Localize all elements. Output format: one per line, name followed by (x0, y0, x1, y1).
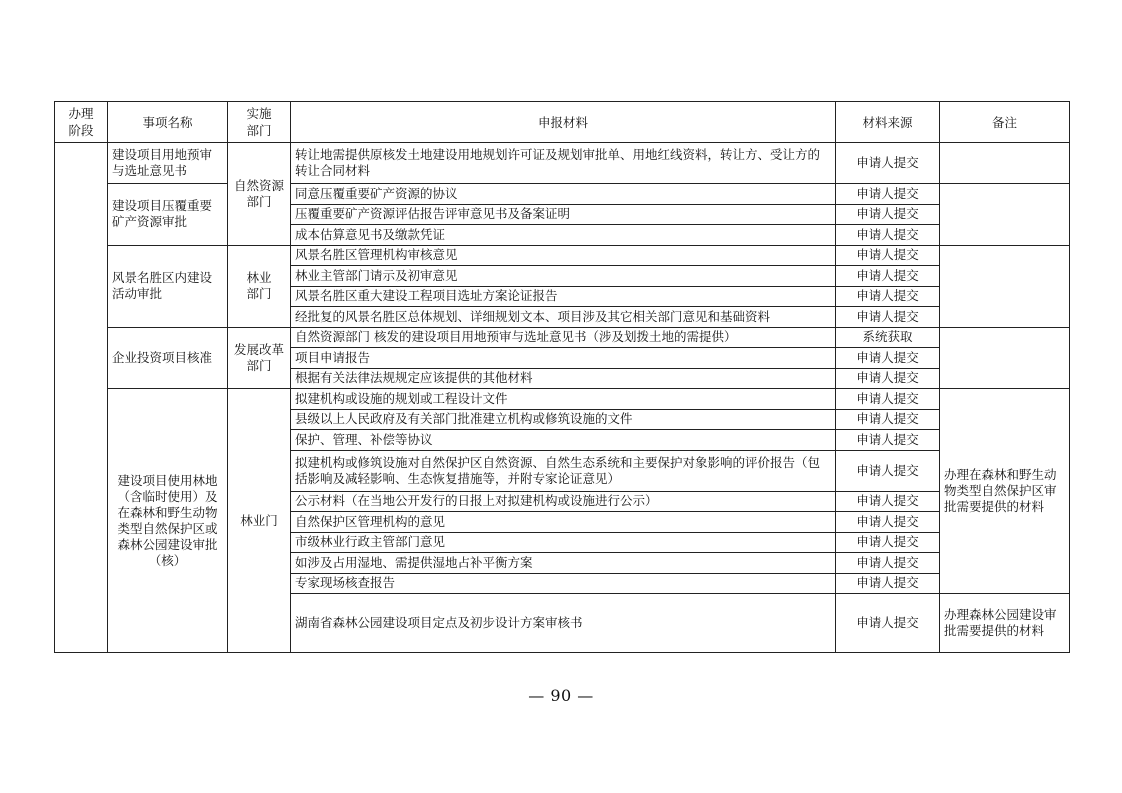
material-cell: 保护、管理、补偿等协议 (291, 430, 836, 451)
source-cell: 申请人提交 (836, 594, 940, 653)
dept-name: 发展改革部门 (228, 327, 291, 389)
material-cell: 转让地需提供原核发土地建设用地规划许可证及规划审批单、用地红线资料，转让方、受让方的转让合同材料 (291, 143, 836, 184)
source-cell: 申请人提交 (836, 573, 940, 594)
material-cell: 公示材料（在当地公开发行的日报上对拟建机构或设施进行公示） (291, 491, 836, 512)
material-cell: 风景名胜区重大建设工程项目选址方案论证报告 (291, 286, 836, 307)
remark-cell: 办理在森林和野生动物类型自然保护区审批需要提供的材料 (940, 389, 1070, 594)
remark-cell (940, 184, 1070, 246)
material-cell: 专家现场核查报告 (291, 573, 836, 594)
remark-cell: 办理森林公园建设审批需要提供的材料 (940, 594, 1070, 653)
remark-cell (940, 143, 1070, 184)
stage-cell (55, 143, 108, 653)
material-cell: 经批复的风景名胜区总体规划、详细规划文本、项目涉及其它相关部门意见和基础资料 (291, 307, 836, 328)
remark-cell (940, 327, 1070, 389)
material-cell: 自然保护区管理机构的意见 (291, 512, 836, 533)
source-cell: 申请人提交 (836, 184, 940, 205)
source-cell: 申请人提交 (836, 348, 940, 369)
materials-table (54, 101, 1070, 653)
table-row (55, 245, 1070, 266)
source-cell: 申请人提交 (836, 368, 940, 389)
table-row (55, 389, 1070, 410)
table-row (55, 327, 1070, 348)
source-cell: 申请人提交 (836, 532, 940, 553)
source-cell: 申请人提交 (836, 553, 940, 574)
remark-cell (940, 245, 1070, 327)
table-row (55, 143, 1070, 184)
source-cell: 申请人提交 (836, 143, 940, 184)
source-cell: 申请人提交 (836, 307, 940, 328)
source-cell: 系统获取 (836, 327, 940, 348)
material-cell: 风景名胜区管理机构审核意见 (291, 245, 836, 266)
source-cell: 申请人提交 (836, 450, 940, 491)
material-cell: 林业主管部门请示及初审意见 (291, 266, 836, 287)
page-number: — 90 — (528, 686, 594, 705)
dept-name: 自然资源部门 (228, 143, 291, 246)
material-cell: 成本估算意见书及缴款凭证 (291, 225, 836, 246)
source-cell: 申请人提交 (836, 225, 940, 246)
material-cell: 如涉及占用湿地、需提供湿地占补平衡方案 (291, 553, 836, 574)
material-cell: 县级以上人民政府及有关部门批准建立机构或修筑设施的文件 (291, 409, 836, 430)
header-remark: 备注 (940, 102, 1070, 143)
material-cell: 拟建机构或修筑设施对自然保护区自然资源、自然生态系统和主要保护对象影响的评价报告（包括影响及减轻影响、生态恢复措施等，并附专家论证意见） (291, 450, 836, 491)
header-material: 申报材料 (291, 102, 836, 143)
dept-name: 林业门 (228, 389, 291, 653)
material-cell: 压覆重要矿产资源评估报告评审意见书及备案证明 (291, 204, 836, 225)
header-item: 事项名称 (108, 102, 228, 143)
item-name: 企业投资项目核准 (108, 327, 228, 389)
material-cell: 市级林业行政主管部门意见 (291, 532, 836, 553)
header-source: 材料来源 (836, 102, 940, 143)
table-row (55, 184, 1070, 205)
header-row (55, 102, 1070, 143)
material-cell: 自然资源部门 核发的建设项目用地预审与选址意见书（涉及划拨土地的需提供） (291, 327, 836, 348)
dept-name: 林业 部门 (228, 245, 291, 327)
header-stage: 办理 阶段 (55, 102, 108, 143)
source-cell: 申请人提交 (836, 512, 940, 533)
item-name: 建设项目用地预审与选址意见书 (108, 143, 228, 184)
source-cell: 申请人提交 (836, 204, 940, 225)
item-name: 建设项目压覆重要矿产资源审批 (108, 184, 228, 246)
material-cell: 湖南省森林公园建设项目定点及初步设计方案审核书 (291, 594, 836, 653)
source-cell: 申请人提交 (836, 491, 940, 512)
source-cell: 申请人提交 (836, 430, 940, 451)
material-cell: 拟建机构或设施的规划或工程设计文件 (291, 389, 836, 410)
item-name: 风景名胜区内建设活动审批 (108, 245, 228, 327)
material-cell: 根据有关法律法规规定应该提供的其他材料 (291, 368, 836, 389)
source-cell: 申请人提交 (836, 389, 940, 410)
material-cell: 项目申请报告 (291, 348, 836, 369)
material-cell: 同意压覆重要矿产资源的协议 (291, 184, 836, 205)
header-dept: 实施 部门 (228, 102, 291, 143)
source-cell: 申请人提交 (836, 245, 940, 266)
source-cell: 申请人提交 (836, 286, 940, 307)
source-cell: 申请人提交 (836, 409, 940, 430)
item-name: 建设项目使用林地（含临时使用）及在森林和野生动物类型自然保护区或森林公园建设审批（核） (108, 389, 228, 653)
source-cell: 申请人提交 (836, 266, 940, 287)
